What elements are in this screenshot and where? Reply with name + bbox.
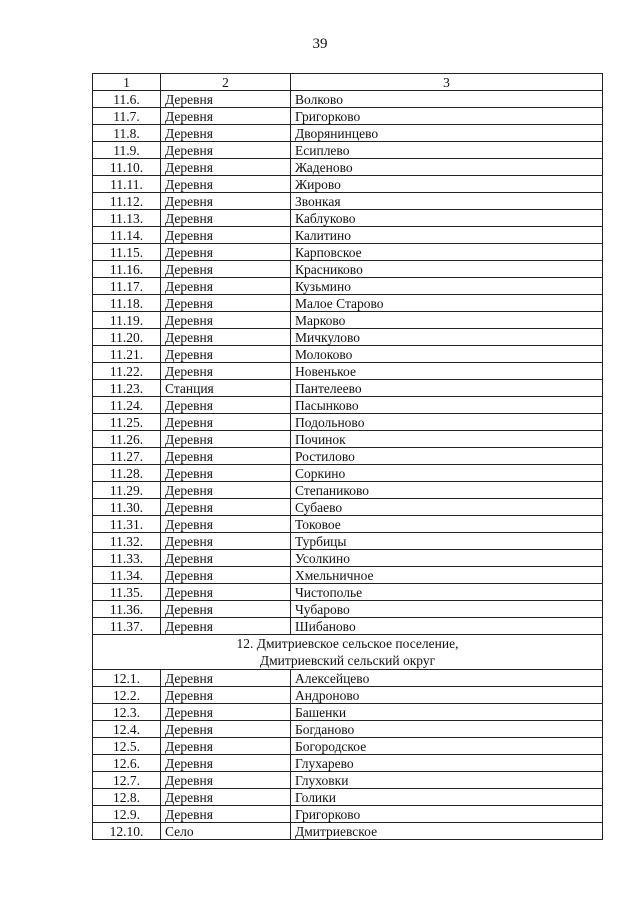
table-row [93,397,603,414]
table-row [93,295,603,312]
section-title-line2: Дмитриевский сельский округ [259,653,436,668]
section-header-cell [93,635,603,670]
settlement-type: Деревня [161,601,291,618]
settlement-type: Деревня [161,704,291,721]
table-row [93,244,603,261]
settlement-type: Деревня [161,278,291,295]
settlement-type: Деревня [161,448,291,465]
settlement-name: Андроново [291,687,603,704]
settlement-type: Деревня [161,738,291,755]
settlement-name: Алексейцево [291,670,603,687]
settlement-name: Молоково [291,346,603,363]
settlement-name: Волково [291,91,603,108]
settlement-type: Деревня [161,755,291,772]
row-number: 11.17. [93,278,161,295]
settlement-name: Глуховки [291,772,603,789]
settlement-name: Пасынково [291,397,603,414]
row-number: 11.35. [93,584,161,601]
settlement-type: Деревня [161,261,291,278]
row-number: 11.7. [93,108,161,125]
row-number: 11.8. [93,125,161,142]
settlement-type: Деревня [161,244,291,261]
settlement-type: Деревня [161,482,291,499]
row-number: 12.6. [93,755,161,772]
row-number: 11.26. [93,431,161,448]
table-row [93,125,603,142]
settlement-name: Жаденово [291,159,603,176]
settlement-type: Деревня [161,108,291,125]
header-cell-1: 1 [93,74,161,91]
table-row [93,687,603,704]
row-number: 11.33. [93,550,161,567]
settlement-type: Деревня [161,159,291,176]
table-row [93,261,603,278]
settlement-name: Мичкулово [291,329,603,346]
settlement-name: Чубарово [291,601,603,618]
settlement-type: Деревня [161,550,291,567]
table-row [93,227,603,244]
header-row [93,74,603,91]
table-row [93,721,603,738]
settlement-name: Жирово [291,176,603,193]
row-number: 11.21. [93,346,161,363]
table-row [93,193,603,210]
table-row [93,278,603,295]
settlement-type: Деревня [161,584,291,601]
settlement-name: Башенки [291,704,603,721]
table-row [93,380,603,397]
settlement-name: Дмитриевское [291,823,603,840]
settlement-name: Богородское [291,738,603,755]
table-row [93,210,603,227]
settlement-name: Кузьмино [291,278,603,295]
settlement-type: Деревня [161,533,291,550]
table-row [93,618,603,635]
row-number: 11.12. [93,193,161,210]
row-number: 12.4. [93,721,161,738]
row-number: 11.29. [93,482,161,499]
settlement-type: Деревня [161,465,291,482]
table-row [93,516,603,533]
row-number: 11.15. [93,244,161,261]
settlement-name: Хмельничное [291,567,603,584]
table-row [93,312,603,329]
table-row [93,499,603,516]
settlement-name: Григорково [291,108,603,125]
settlement-type: Деревня [161,772,291,789]
table-row [93,159,603,176]
row-number: 11.20. [93,329,161,346]
table-row [93,108,603,125]
row-number: 11.9. [93,142,161,159]
settlement-type: Деревня [161,346,291,363]
settlement-type: Деревня [161,125,291,142]
settlement-type: Деревня [161,687,291,704]
header-cell-3: 3 [291,74,603,91]
row-number: 12.5. [93,738,161,755]
table-row [93,346,603,363]
row-number: 11.36. [93,601,161,618]
settlement-name: Шибаново [291,618,603,635]
row-number: 12.10. [93,823,161,840]
table-row [93,533,603,550]
row-number: 12.8. [93,789,161,806]
row-number: 11.34. [93,567,161,584]
section-title-line1: 12. Дмитриевское сельское поселение, [236,636,459,651]
row-number: 11.25. [93,414,161,431]
settlement-name: Калитино [291,227,603,244]
page-number: 39 [312,36,328,52]
settlement-name: Карповское [291,244,603,261]
row-number: 11.6. [93,91,161,108]
settlement-type: Деревня [161,670,291,687]
row-number: 11.16. [93,261,161,278]
row-number: 11.14. [93,227,161,244]
settlement-type: Село [161,823,291,840]
settlement-type: Деревня [161,176,291,193]
row-number: 11.19. [93,312,161,329]
settlement-type: Деревня [161,227,291,244]
row-number: 12.3. [93,704,161,721]
table-row [93,584,603,601]
settlement-name: Чистополье [291,584,603,601]
settlement-name: Новенькое [291,363,603,380]
row-number: 11.11. [93,176,161,193]
row-number: 12.1. [93,670,161,687]
settlement-name: Богданово [291,721,603,738]
settlement-name: Турбицы [291,533,603,550]
settlement-type: Деревня [161,295,291,312]
row-number: 12.2. [93,687,161,704]
settlement-name: Марково [291,312,603,329]
settlement-type: Деревня [161,499,291,516]
settlement-name: Голики [291,789,603,806]
settlement-name: Глухарево [291,755,603,772]
table-row [93,363,603,380]
row-number: 12.9. [93,806,161,823]
table-row [93,465,603,482]
table-row [93,329,603,346]
table-row [93,176,603,193]
settlement-name: Есиплево [291,142,603,159]
row-number: 11.27. [93,448,161,465]
table-row [93,704,603,721]
settlement-type: Деревня [161,721,291,738]
table-row [93,789,603,806]
settlement-type: Деревня [161,329,291,346]
settlement-name: Пантелеево [291,380,603,397]
table-body [93,74,603,840]
settlement-name: Степаниково [291,482,603,499]
table-row [93,431,603,448]
settlement-name: Малое Старово [291,295,603,312]
settlement-name: Красниково [291,261,603,278]
row-number: 11.13. [93,210,161,227]
settlements-table [92,73,603,840]
settlement-name: Ростилово [291,448,603,465]
row-number: 11.22. [93,363,161,380]
settlement-type: Деревня [161,397,291,414]
settlement-type: Деревня [161,210,291,227]
settlement-name: Усолкино [291,550,603,567]
row-number: 11.24. [93,397,161,414]
settlement-type: Деревня [161,806,291,823]
table-row [93,550,603,567]
settlement-type: Деревня [161,789,291,806]
settlement-name: Григорково [291,806,603,823]
row-number: 11.32. [93,533,161,550]
table-row [93,601,603,618]
settlement-type: Деревня [161,91,291,108]
settlement-name: Подольново [291,414,603,431]
table-row [93,806,603,823]
table-row [93,755,603,772]
row-number: 11.30. [93,499,161,516]
settlement-type: Станция [161,380,291,397]
table-row [93,738,603,755]
settlement-type: Деревня [161,431,291,448]
table-row [93,670,603,687]
header-cell-2: 2 [161,74,291,91]
settlement-type: Деревня [161,142,291,159]
settlement-type: Деревня [161,618,291,635]
settlement-name: Дворянинцево [291,125,603,142]
settlement-type: Деревня [161,516,291,533]
settlement-name: Субаево [291,499,603,516]
section-header-row [93,635,603,670]
settlement-type: Деревня [161,312,291,329]
row-number: 11.10. [93,159,161,176]
row-number: 11.23. [93,380,161,397]
table-row [93,448,603,465]
settlement-name: Починок [291,431,603,448]
settlement-type: Деревня [161,363,291,380]
settlement-name: Звонкая [291,193,603,210]
settlement-name: Соркино [291,465,603,482]
settlement-name: Токовое [291,516,603,533]
settlement-name: Каблуково [291,210,603,227]
settlement-type: Деревня [161,414,291,431]
row-number: 12.7. [93,772,161,789]
row-number: 11.18. [93,295,161,312]
table-row [93,91,603,108]
row-number: 11.37. [93,618,161,635]
row-number: 11.31. [93,516,161,533]
table-row [93,567,603,584]
settlement-type: Деревня [161,193,291,210]
table-row [93,482,603,499]
table-row [93,142,603,159]
row-number: 11.28. [93,465,161,482]
table-row [93,823,603,840]
table-row [93,772,603,789]
table-row [93,414,603,431]
settlement-type: Деревня [161,567,291,584]
